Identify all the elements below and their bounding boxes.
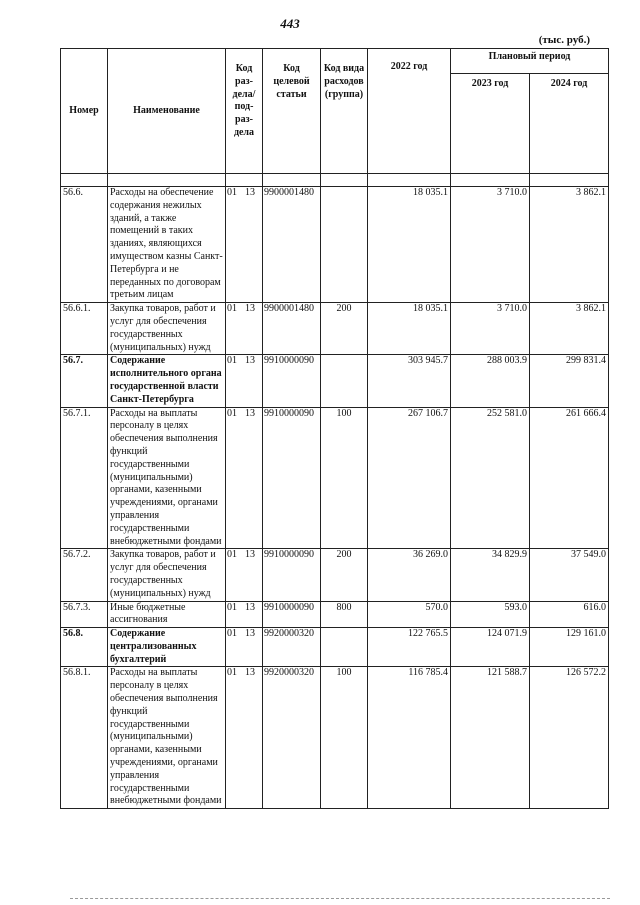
row-name: Расходы на обеспечение содержания нежилых зданий, а также помещений в таких зданиях, являющихся имуществом казны Санкт-Петербурга и не переданных по договорам третьим лицам: [108, 187, 226, 303]
row-razdel: [226, 601, 263, 628]
row-number: 56.7.: [61, 355, 108, 407]
header-razdel: Код раз-дела/ под-раз-дела: [226, 49, 263, 174]
row-target-article: 9920000320: [263, 628, 321, 667]
header-year-2024: 2024 год: [530, 73, 609, 173]
row-razdel: [226, 667, 263, 809]
row-number: 56.6.1.: [61, 303, 108, 355]
row-subsection: 13: [245, 187, 255, 198]
table-row: [61, 355, 609, 407]
row-razdel: [226, 628, 263, 667]
row-razdel: [226, 303, 263, 355]
row-subsection: 13: [245, 303, 255, 315]
row-razdel: [226, 407, 263, 549]
row-amount-2023: 252 581.0: [451, 407, 530, 549]
row-number: 56.7.2.: [61, 549, 108, 601]
row-amount-2023: 3 710.0: [451, 303, 530, 355]
row-expense-type: 100: [321, 407, 368, 549]
row-number: 56.8.: [61, 628, 108, 667]
row-name: Расходы на выплаты персоналу в целях обеспечения выполнения функций государственными (муниципальными) органами, казенными учреждениями, органами управления государственными внебюджетными фондами: [108, 407, 226, 549]
row-subsection: 13: [245, 407, 255, 419]
row-amount-2024: 299 831.4: [530, 355, 609, 407]
table-body: [61, 174, 609, 809]
row-subsection: 13: [245, 628, 255, 640]
header-name: Наименование: [108, 49, 226, 174]
row-section: 01: [227, 407, 237, 419]
row-target-article: 9910000090: [263, 549, 321, 601]
row-amount-2024: 37 549.0: [530, 549, 609, 601]
row-name: Расходы на выплаты персоналу в целях обеспечения выполнения функций государственными (муниципальными) органами, казенными учреждениями, органами управления государственными внебюджетными фондами: [108, 667, 226, 809]
row-number: 56.7.1.: [61, 407, 108, 549]
row-amount-2024: 616.0: [530, 601, 609, 628]
row-target-article: 9910000090: [263, 355, 321, 407]
table-row: [61, 303, 609, 355]
row-amount-2022: 116 785.4: [368, 667, 451, 809]
row-amount-2022: 570.0: [368, 601, 451, 628]
row-amount-2024: 129 161.0: [530, 628, 609, 667]
row-number: 56.6.: [61, 187, 108, 303]
row-subsection: 13: [245, 601, 255, 613]
row-amount-2022: 122 765.5: [368, 628, 451, 667]
row-amount-2023: 124 071.9: [451, 628, 530, 667]
row-target-article: 9900001480: [263, 187, 321, 303]
row-number: 56.7.3.: [61, 601, 108, 628]
row-amount-2024: 126 572.2: [530, 667, 609, 809]
row-name: Содержание централизованных бухгалтерий: [108, 628, 226, 667]
row-amount-2024: 261 666.4: [530, 407, 609, 549]
row-section: 01: [227, 628, 237, 640]
units-label: (тыс. руб.): [538, 34, 590, 46]
row-target-article: 9910000090: [263, 407, 321, 549]
row-target-article: 9920000320: [263, 667, 321, 809]
row-amount-2022: 18 035.1: [368, 303, 451, 355]
row-razdel: [226, 187, 263, 303]
row-expense-type: 100: [321, 667, 368, 809]
row-amount-2024: 3 862.1: [530, 303, 609, 355]
header-number: Номер: [61, 49, 108, 174]
table-row: [61, 667, 609, 809]
row-number: 56.8.1.: [61, 667, 108, 809]
row-amount-2022: 36 269.0: [368, 549, 451, 601]
row-subsection: 13: [245, 549, 255, 561]
header-expense-type: Код вида расходов (группа): [321, 49, 368, 174]
row-razdel: [226, 355, 263, 407]
row-amount-2022: 267 106.7: [368, 407, 451, 549]
row-amount-2023: 593.0: [451, 601, 530, 628]
row-expense-type: [321, 628, 368, 667]
row-target-article: 9900001480: [263, 303, 321, 355]
row-expense-type: 200: [321, 549, 368, 601]
table-row: [61, 549, 609, 601]
table-row: [61, 187, 609, 303]
table-row: [61, 628, 609, 667]
row-expense-type: [321, 355, 368, 407]
row-amount-2023: 121 588.7: [451, 667, 530, 809]
row-amount-2023: 34 829.9: [451, 549, 530, 601]
row-expense-type: 200: [321, 303, 368, 355]
row-section: 01: [227, 355, 237, 367]
row-expense-type: [321, 187, 368, 303]
row-section: 01: [227, 187, 237, 198]
row-razdel: [226, 549, 263, 601]
header-year-2023: 2023 год: [451, 73, 530, 173]
row-subsection: 13: [245, 667, 255, 679]
spacer-row: [61, 174, 609, 187]
bottom-divider: [70, 898, 610, 901]
row-amount-2023: 3 710.0: [451, 187, 530, 303]
row-name: Иные бюджетные ассигнования: [108, 601, 226, 628]
row-section: 01: [227, 549, 237, 561]
header-target-article: Код целевой статьи: [263, 49, 321, 174]
row-amount-2024: 3 862.1: [530, 187, 609, 303]
row-subsection: 13: [245, 355, 255, 367]
row-section: 01: [227, 303, 237, 315]
table-row: [61, 407, 609, 549]
row-name: Закупка товаров, работ и услуг для обеспечения государственных (муниципальных) нужд: [108, 549, 226, 601]
row-name: Содержание исполнительного органа государственной власти Санкт-Петербурга: [108, 355, 226, 407]
budget-table: [60, 48, 609, 809]
row-amount-2022: 18 035.1: [368, 187, 451, 303]
row-amount-2022: 303 945.7: [368, 355, 451, 407]
row-target-article: 9910000090: [263, 601, 321, 628]
header-year-2022: 2022 год: [368, 49, 451, 174]
header-planned-period: Плановый период: [451, 49, 609, 74]
row-section: 01: [227, 601, 237, 613]
page-number: 443: [280, 16, 300, 31]
table-row: [61, 601, 609, 628]
row-section: 01: [227, 667, 237, 679]
row-amount-2023: 288 003.9: [451, 355, 530, 407]
row-expense-type: 800: [321, 601, 368, 628]
row-name: Закупка товаров, работ и услуг для обеспечения государственных (муниципальных) нужд: [108, 303, 226, 355]
